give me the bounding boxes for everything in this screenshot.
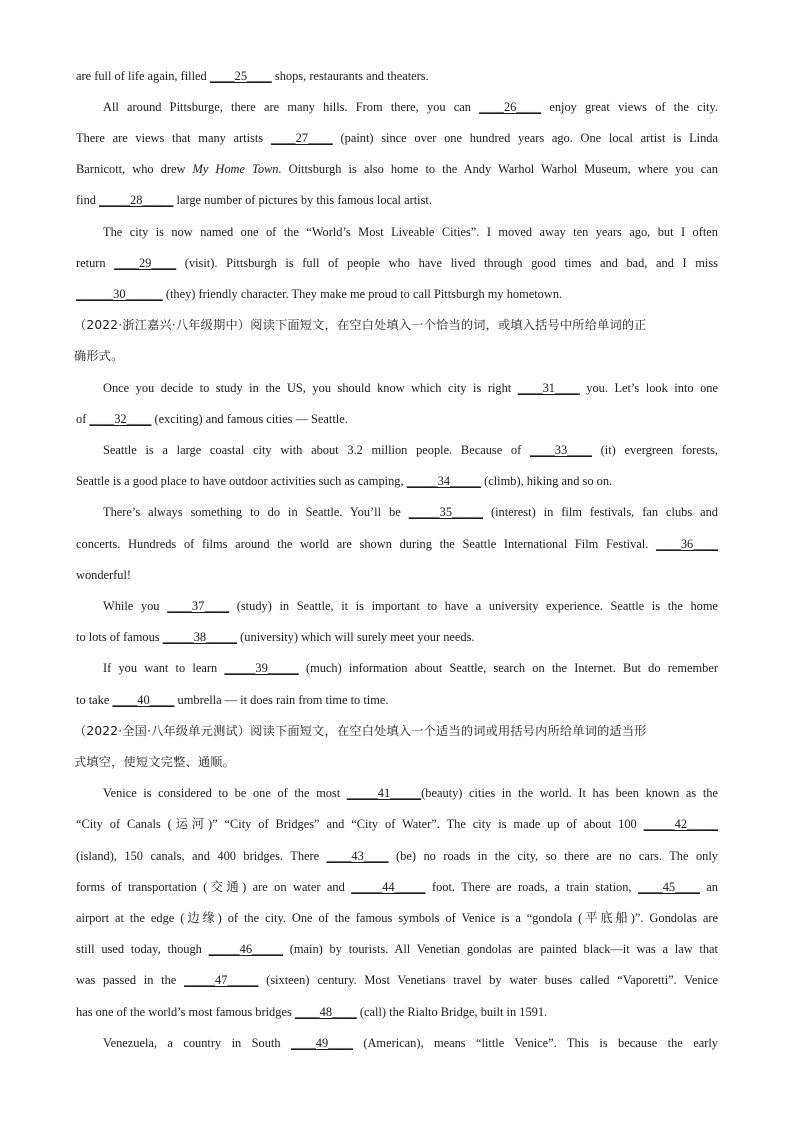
blank-28[interactable]: _____28_____ (99, 193, 174, 207)
blank-40[interactable]: ____40____ (112, 693, 175, 707)
passage-line: forms of transportation (交通) are on water and _____44_____ foot. There are roads, a train station, ____45____ an (76, 880, 718, 894)
passage-line: to take ____40____ umbrella — it does rain from time to time. (76, 693, 389, 707)
passage-line: If you want to learn _____39_____ (much) information about Seattle, search on the Internet. But do remember (103, 661, 718, 675)
section-heading: （2022·全国·八年级单元测试）阅读下面短文，在空白处填入一个适当的词或用括号内所给单词的适当形 (74, 724, 647, 738)
passage-line: Seattle is a good place to have outdoor activities such as camping, _____34_____ (climb), hiking and so on. (76, 474, 613, 488)
blank-33[interactable]: ____33____ (529, 443, 592, 457)
blank-42[interactable]: _____42_____ (643, 817, 718, 831)
passage-line: of ____32____ (exciting) and famous cities — Seattle. (76, 412, 348, 426)
artwork-title: My Home Town. (192, 162, 282, 176)
passage-line: to lots of famous _____38_____ (university) which will surely meet your needs. (76, 630, 475, 644)
passage-line: There’s always something to do in Seattle. You’ll be _____35_____ (interest) in film festivals, fan clubs and (103, 505, 719, 519)
blank-38[interactable]: _____38_____ (162, 630, 238, 644)
blank-45[interactable]: ____45____ (637, 880, 700, 894)
blank-37[interactable]: ____37____ (167, 599, 230, 613)
passage-line: All around Pittsburge, there are many hills. From there, you can ____26____ enjoy great views of the city. (103, 100, 718, 114)
passage-line: airport at the edge (边缘) of the city. One of the famous symbols of Venice is a “gondola (平底船)”. Gondolas are (76, 911, 718, 925)
passage-line: ______30______ (they) friendly character. They make me proud to call Pittsburgh my hometown. (76, 287, 563, 301)
blank-43[interactable]: ____43____ (326, 849, 389, 863)
section-heading: （2022·浙江嘉兴·八年级期中）阅读下面短文，在空白处填入一个恰当的词，或填入括号中所给单词的正 (74, 318, 647, 332)
passage-line: There are views that many artists ____27____ (paint) since over one hundred years ago. One local artist is Linda (76, 131, 718, 145)
passage-line: While you ____37____ (study) in Seattle, it is important to have a university experience. Seattle is the home (103, 599, 719, 613)
passage-line: was passed in the _____47_____ (sixteen) century. Most Venetians travel by water buses called “Vaporetti”. Venice (76, 973, 718, 987)
passage-line: Barnicott, who drew My Home Town. Oittsburgh is also home to the Andy Warhol Warhol Museum, where you can (76, 162, 718, 176)
blank-29[interactable]: ____29____ (114, 256, 177, 270)
passage-line: return ____29____ (visit). Pittsburgh is full of people who have lived through good times and bad, and I miss (76, 256, 718, 270)
blank-47[interactable]: _____47_____ (184, 973, 259, 987)
blank-48[interactable]: ____48____ (294, 1005, 357, 1019)
blank-31[interactable]: ____31____ (517, 381, 580, 395)
blank-49[interactable]: ____49____ (290, 1036, 353, 1050)
passage-line: wonderful! (76, 568, 132, 582)
passage-line: still used today, though _____46_____ (main) by tourists. All Venetian gondolas are painted black—it was a law that (76, 942, 718, 956)
passage-line: Once you decide to study in the US, you should know which city is right ____31____ you. Let’s look into one (103, 381, 718, 395)
passage-line: has one of the world’s most famous bridges ____48____ (call) the Rialto Bridge, built in 1591. (76, 1005, 548, 1019)
section-heading: 确形式。 (74, 349, 124, 363)
blank-41[interactable]: _____41_____ (346, 786, 422, 800)
blank-36[interactable]: ____36____ (656, 537, 718, 551)
blank-30[interactable]: ______30______ (76, 287, 163, 301)
passage-line: Venezuela, a country in South ____49____ (American), means “little Venice”. This is because the early (103, 1036, 718, 1050)
passage-line: find _____28_____ large number of pictures by this famous local artist. (76, 193, 432, 207)
passage-line: concerts. Hundreds of films around the world are shown during the Seattle International Film Festival. ____36____ (76, 537, 718, 551)
passage-line: Seattle is a large coastal city with about 3.2 million people. Because of ____33____ (it) evergreen forests, (103, 443, 718, 457)
blank-39[interactable]: _____39_____ (224, 661, 299, 675)
passage-line: (island), 150 canals, and 400 bridges. There ____43____ (be) no roads in the city, so there are no cars. The only (76, 849, 718, 863)
passage-line: The city is now named one of the “World’s Most Liveable Cities”. I moved away ten years ago, but I often (103, 225, 718, 239)
passage-line: Venice is considered to be one of the most _____41_____(beauty) cities in the world. It has been known as the (103, 786, 718, 800)
blank-25[interactable]: ____25____ (209, 69, 272, 83)
passage-line: “City of Canals (运河)” “City of Bridges” and “City of Water”. The city is made up of about 100 _____42_____ (76, 817, 718, 831)
blank-32[interactable]: ____32____ (89, 412, 152, 426)
passage-line: are full of life again, filled ____25____ shops, restaurants and theaters. (76, 69, 429, 83)
blank-44[interactable]: _____44_____ (351, 880, 426, 894)
blank-34[interactable]: _____34_____ (406, 474, 482, 488)
blank-46[interactable]: _____46_____ (208, 942, 283, 956)
blank-27[interactable]: ____27____ (270, 131, 333, 145)
section-heading: 式填空，使短文完整、通顺。 (74, 755, 236, 769)
blank-26[interactable]: ____26____ (479, 100, 542, 114)
blank-35[interactable]: _____35_____ (408, 505, 484, 519)
